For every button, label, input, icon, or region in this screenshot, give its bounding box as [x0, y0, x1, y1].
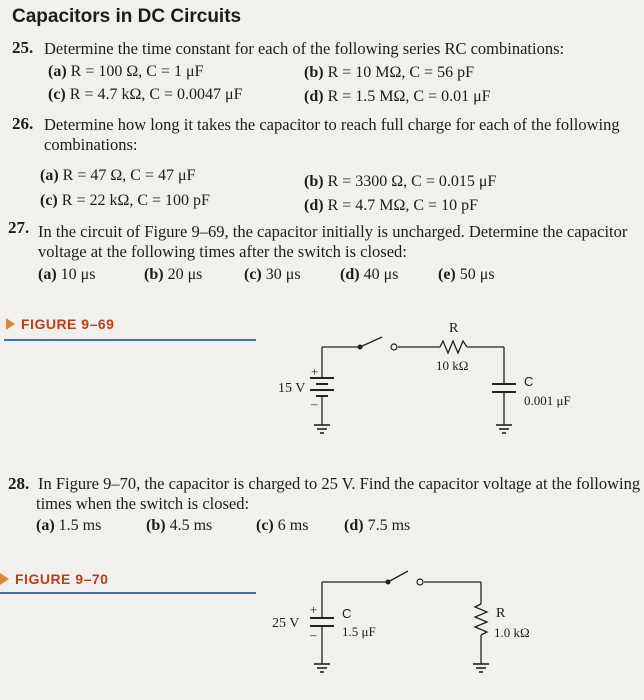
p28-a-text: 1.5 ms	[58, 517, 102, 534]
p25-c-label: (c)	[48, 86, 66, 103]
p28-option-a	[36, 517, 101, 535]
p27-c-text: 30 μs	[265, 266, 301, 283]
p27-d-label: (d)	[340, 266, 360, 283]
p26-a-label: (a)	[40, 167, 59, 184]
fig70-resistor-value: 1.0 kΩ	[494, 625, 530, 640]
p28-c-label: (c)	[256, 517, 274, 534]
p28-d-label: (d)	[344, 517, 364, 534]
p27-a-label: (a)	[38, 266, 57, 283]
p27-a-text: 10 μs	[60, 266, 96, 283]
fig70-cap-name: C	[342, 606, 352, 621]
p28-option-c	[256, 517, 308, 535]
p28-b-text: 4.5 ms	[169, 517, 213, 534]
fig69-switch-blade	[360, 337, 382, 347]
fig70-minus-sign: –	[310, 627, 317, 642]
p25-b-label: (b)	[304, 64, 324, 81]
figure-9-70-caption	[0, 571, 108, 587]
fig69-source-voltage: 15 V	[278, 381, 306, 396]
problem-26-line2: combinations:	[44, 135, 138, 154]
fig69-resistor-name: R	[449, 321, 459, 336]
p26-a-text: R = 47 Ω, C = 47 μF	[62, 167, 196, 184]
p26-d-label: (d)	[304, 197, 324, 214]
fig70-switch-blade	[388, 571, 408, 582]
p28-a-label: (a)	[36, 517, 55, 534]
problem-27-line2: voltage at the following times after the switch is closed:	[38, 242, 407, 261]
fig70-plus-sign: +	[310, 602, 318, 617]
problem-28-line1: In Figure 9–70, the capacitor is charged to 25 V. Find the capacitor voltage at the following	[38, 474, 641, 493]
p27-c-label: (c)	[244, 266, 262, 283]
p27-e-label: (e)	[438, 266, 456, 283]
fig69-resistor	[440, 341, 467, 353]
p26-b-label: (b)	[304, 173, 324, 190]
p28-option-d	[344, 517, 410, 535]
p26-b-text: R = 3300 Ω, C = 0.015 μF	[327, 173, 497, 190]
p26-d-text: R = 4.7 MΩ, C = 10 pF	[327, 197, 478, 214]
problem-28-line2: times when the switch is closed:	[36, 494, 250, 513]
fig69-resistor-value: 10 kΩ	[436, 358, 469, 373]
fig69-minus-sign: –	[311, 396, 318, 411]
fig70-switch-contact	[417, 579, 423, 585]
problem-27-number: 27.	[8, 218, 30, 237]
p25-d-label: (d)	[304, 88, 324, 105]
p28-d-text: 7.5 ms	[367, 517, 411, 534]
fig70-resistor-name: R	[496, 606, 506, 621]
problem-25-text: Determine the time constant for each of the following series RC combinations:	[44, 39, 565, 58]
p25-d-text: R = 1.5 MΩ, C = 0.01 μF	[327, 88, 491, 105]
fig69-switch-contact	[391, 344, 397, 350]
figure-9-69-caption-text: FIGURE 9–69	[21, 316, 115, 332]
fig70-resistor	[475, 604, 487, 635]
problem-27-line1: In the circuit of Figure 9–69, the capacitor initially is uncharged. Determine the capacitor	[38, 222, 628, 241]
fig70-cap-voltage: 25 V	[272, 616, 300, 631]
p27-e-text: 50 μs	[459, 266, 495, 283]
figure-9-70-caption-text: FIGURE 9–70	[15, 571, 109, 587]
problem-28-number: 28.	[8, 474, 30, 493]
p28-c-text: 6 ms	[277, 517, 309, 534]
fig69-switch-pivot	[358, 345, 363, 350]
fig69-cap-value: 0.001 μF	[524, 393, 571, 408]
p25-c-text: R = 4.7 kΩ, C = 0.0047 μF	[69, 86, 243, 103]
p27-b-text: 20 μs	[167, 266, 203, 283]
p28-option-b	[146, 517, 212, 535]
p26-c-text: R = 22 kΩ, C = 100 pF	[61, 192, 210, 209]
p27-d-text: 40 μs	[363, 266, 399, 283]
problem-26-line1: Determine how long it takes the capacitor to reach full charge for each of the following	[44, 115, 620, 134]
fig69-plus-sign: +	[311, 364, 319, 379]
caption-arrow-icon	[0, 573, 9, 585]
section-title: Capacitors in DC Circuits	[12, 6, 242, 27]
p27-b-label: (b)	[144, 266, 164, 283]
fig70-cap-value: 1.5 μF	[342, 624, 376, 639]
problem-25-number: 25.	[12, 38, 34, 57]
p25-b-text: R = 10 MΩ, C = 56 pF	[327, 64, 474, 81]
figure-9-70-rule	[0, 592, 256, 594]
p25-a-label: (a)	[48, 63, 67, 80]
fig70-switch-pivot	[386, 580, 391, 585]
p26-c-label: (c)	[40, 192, 58, 209]
fig69-cap-name: C	[524, 374, 534, 389]
p25-a-text: R = 100 Ω, C = 1 μF	[70, 63, 204, 80]
p28-b-label: (b)	[146, 517, 166, 534]
problem-26-number: 26.	[12, 114, 34, 133]
